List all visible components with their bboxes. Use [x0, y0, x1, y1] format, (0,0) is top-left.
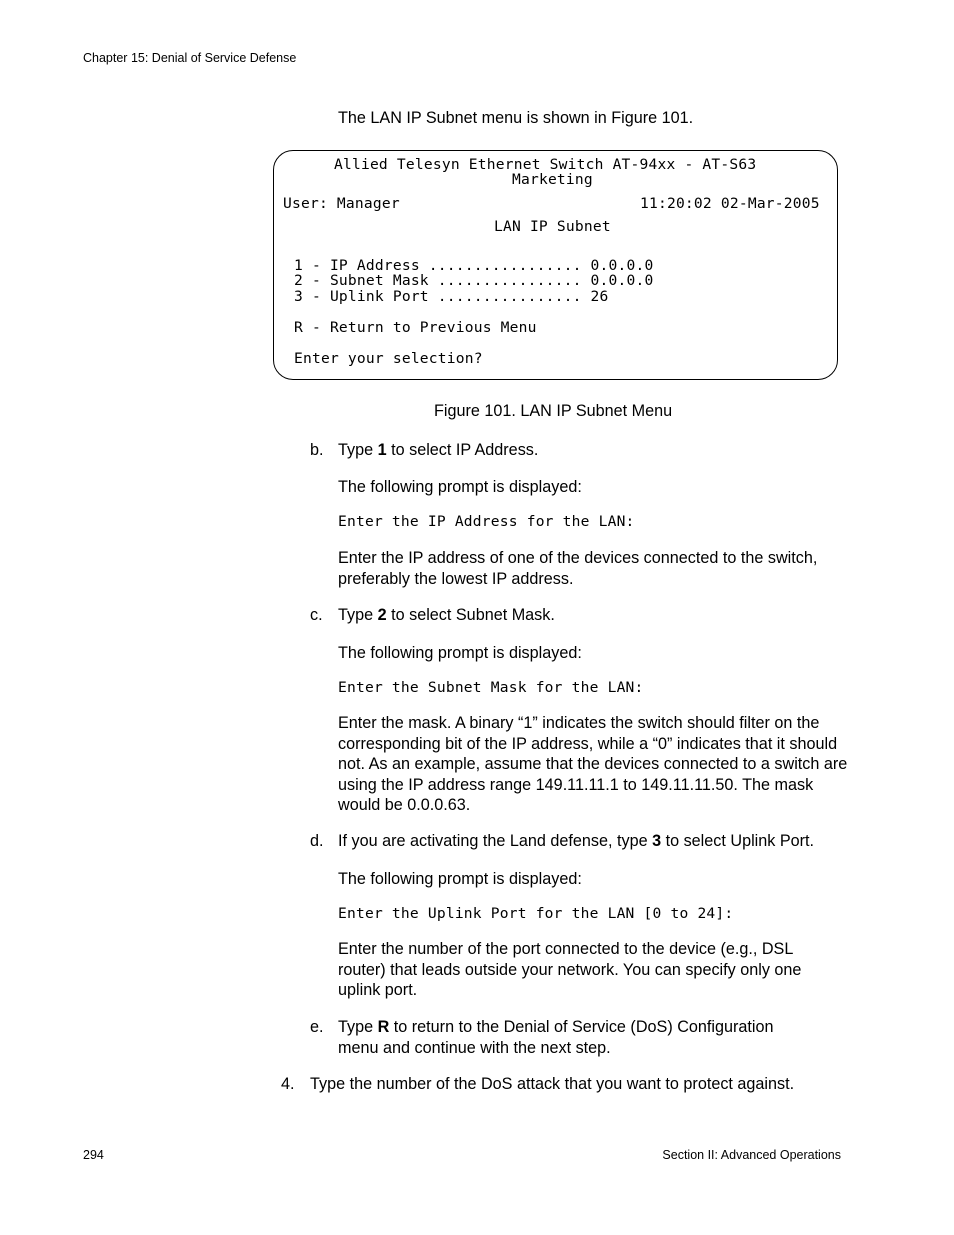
- step-c-text: [338, 605, 848, 626]
- step-e-letter: e.: [310, 1018, 324, 1036]
- terminal-screen: [273, 150, 838, 380]
- step-b-description: Enter the IP address of one of the devices connected to the switch, preferably the lowest IP address.: [338, 549, 818, 588]
- terminal-datetime: 11:20:02 02-Mar-2005: [640, 195, 820, 212]
- chapter-header: Chapter 15: Denial of Service Defense: [83, 51, 297, 65]
- terminal-prompt: Enter your selection?: [294, 350, 483, 367]
- figure-caption: Figure 101. LAN IP Subnet Menu: [434, 402, 673, 420]
- step-e-pre: Type: [338, 1018, 378, 1036]
- step-b-letter: b.: [310, 441, 324, 459]
- step-b-text: [338, 440, 848, 461]
- step-b-post: to select IP Address.: [386, 441, 539, 459]
- terminal-item-subnet-mask: 2 - Subnet Mask ................ 0.0.0.0: [294, 272, 654, 289]
- step-c-key: 2: [377, 606, 387, 624]
- step-c-letter: c.: [310, 606, 323, 624]
- step-b-key: 1: [377, 441, 387, 459]
- terminal-subtitle: Marketing: [512, 171, 593, 188]
- step-d-description: Enter the number of the port connected to the device (e.g., DSL router) that leads outside your network. You can specify only one uplink port.: [338, 940, 802, 999]
- terminal-user: User: Manager: [283, 195, 400, 212]
- page-number: 294: [83, 1148, 104, 1162]
- step-b-displayed: The following prompt is displayed:: [338, 478, 582, 496]
- intro-text: The LAN IP Subnet menu is shown in Figure 101.: [338, 109, 694, 127]
- step-d-pre: If you are activating the Land defense, type: [338, 832, 653, 850]
- step-c-post: to select Subnet Mask.: [386, 606, 555, 624]
- step-c-pre: Type: [338, 606, 378, 624]
- step-c-prompt: Enter the Subnet Mask for the LAN:: [338, 679, 644, 696]
- terminal-item-uplink-port: 3 - Uplink Port ................ 26: [294, 288, 609, 305]
- terminal-return-item: R - Return to Previous Menu: [294, 319, 537, 336]
- step-e-text: [338, 1017, 813, 1058]
- step-c-displayed: The following prompt is displayed:: [338, 644, 582, 662]
- step-d-text: [338, 831, 858, 852]
- terminal-title: Allied Telesyn Ethernet Switch AT-94xx - AT-S63: [334, 156, 757, 173]
- section-footer: Section II: Advanced Operations: [662, 1148, 841, 1162]
- step-4-number: 4.: [281, 1075, 295, 1093]
- step-c-description: Enter the mask. A binary “1” indicates the switch should filter on the corresponding bit of the IP address, while a “0” indicates that it should not. As an example, assume that the devices connected to a switch are using the IP address range 149.11.11.1 to 149.11.11.50. The mask would be 0.0.0.63.: [338, 714, 848, 814]
- terminal-menu-title: LAN IP Subnet: [494, 218, 611, 235]
- step-b-prompt: Enter the IP Address for the LAN:: [338, 513, 635, 530]
- step-d-prompt: Enter the Uplink Port for the LAN [0 to 24]:: [338, 905, 734, 922]
- step-d-letter: d.: [310, 832, 324, 850]
- step-e-post: to return to the Denial of Service (DoS) Configuration menu and continue with the next step.: [338, 1018, 774, 1057]
- step-b-pre: Type: [338, 441, 378, 459]
- terminal-item-ip-address: 1 - IP Address ................. 0.0.0.0: [294, 257, 654, 274]
- step-e-key: R: [377, 1018, 390, 1036]
- step-d-displayed: The following prompt is displayed:: [338, 870, 582, 888]
- step-d-post: to select Uplink Port.: [661, 832, 815, 850]
- step-4-text: Type the number of the DoS attack that you want to protect against.: [310, 1075, 795, 1093]
- step-d-key: 3: [652, 832, 662, 850]
